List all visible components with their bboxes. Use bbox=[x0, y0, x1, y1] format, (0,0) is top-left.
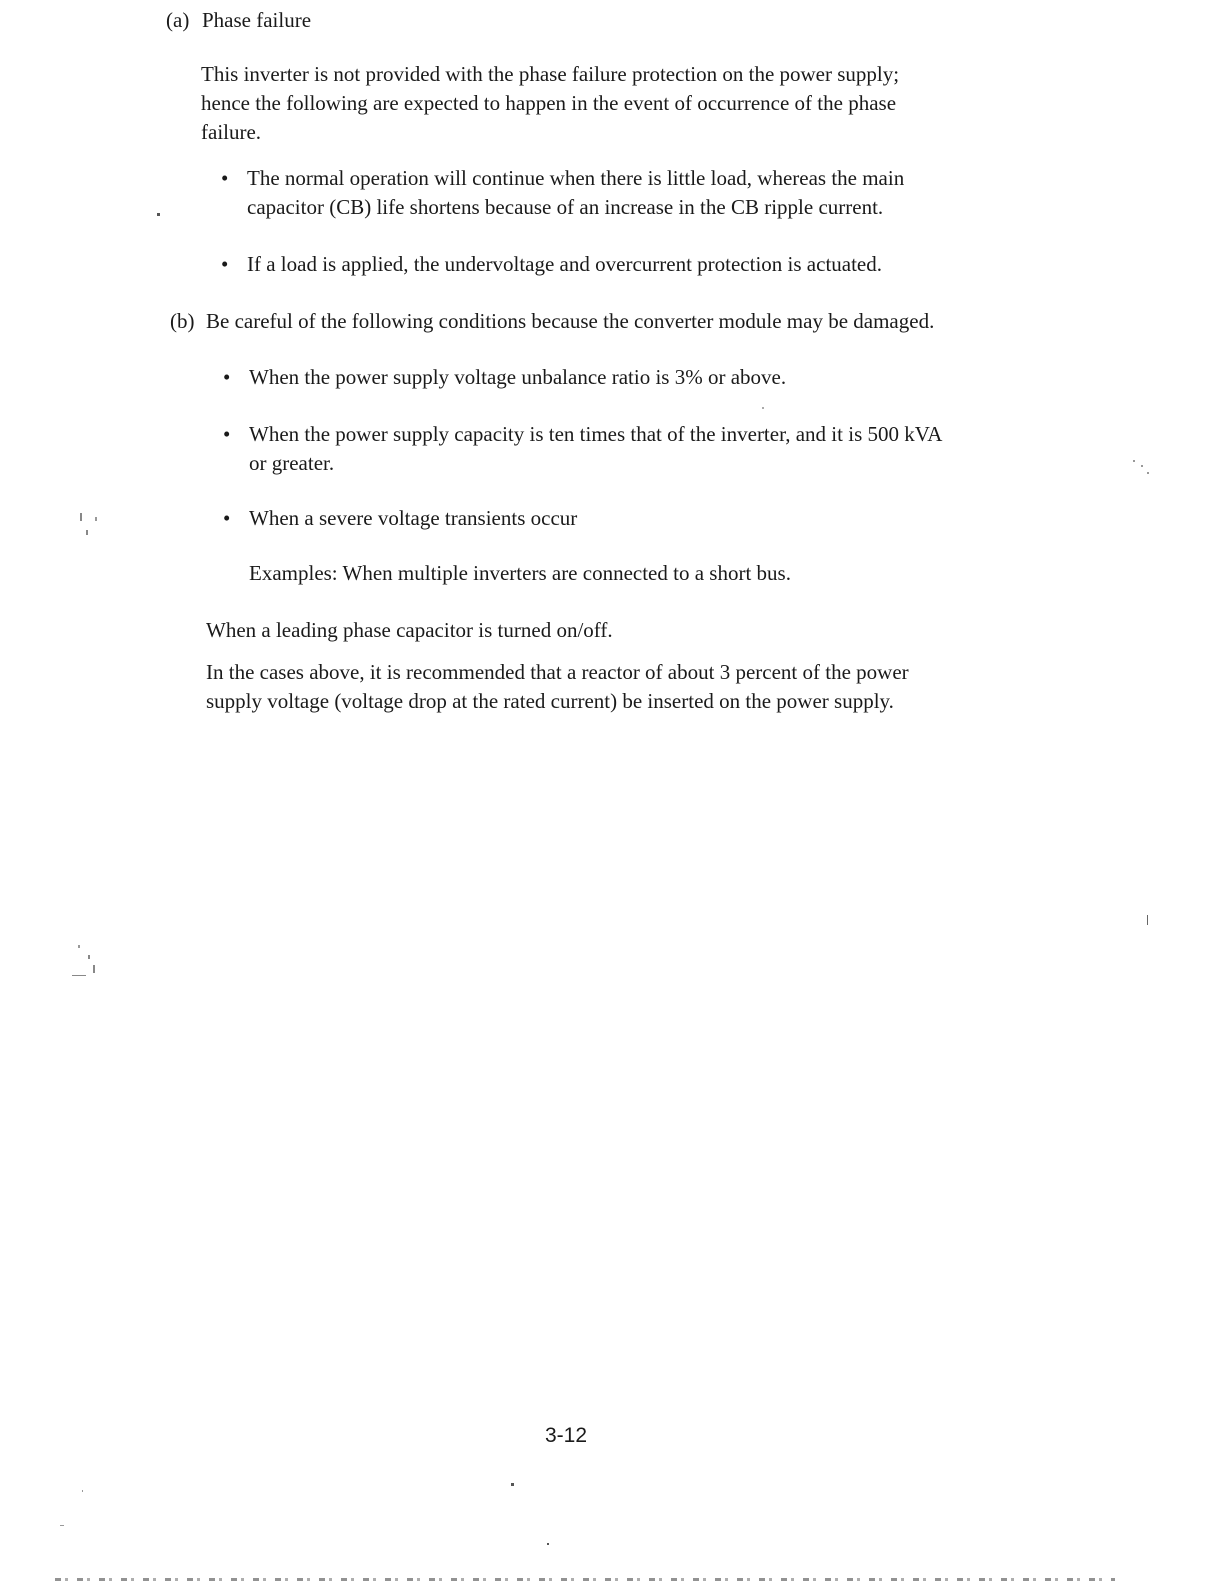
bullet-line: When a severe voltage transients occur bbox=[249, 506, 578, 530]
scan-speck bbox=[88, 955, 90, 959]
scan-speck bbox=[93, 965, 95, 973]
scan-speck bbox=[80, 513, 82, 521]
recommendation-paragraph bbox=[206, 658, 909, 716]
section-a-label: (a) bbox=[166, 8, 190, 32]
scan-speck bbox=[78, 945, 80, 948]
recommendation-line: In the cases above, it is recommended that a reactor of about 3 percent of the power bbox=[206, 660, 909, 684]
scan-speck bbox=[1133, 460, 1135, 462]
examples-text: Examples: When multiple inverters are connected to a short bus. bbox=[249, 561, 791, 585]
bullet-icon: • bbox=[223, 506, 231, 530]
section-b-bullet bbox=[223, 504, 578, 533]
bullet-line: When the power supply voltage unbalance ratio is 3% or above. bbox=[249, 365, 787, 389]
bullet-icon: • bbox=[221, 166, 229, 190]
section-a-bullet bbox=[221, 164, 905, 222]
section-b-bullet bbox=[223, 420, 943, 478]
scan-speck bbox=[511, 1483, 514, 1486]
section-a-bullet bbox=[221, 250, 883, 279]
scan-speck bbox=[86, 530, 88, 535]
bullet-line: If a load is applied, the undervoltage and overcurrent protection is actuated. bbox=[247, 252, 883, 276]
page-number: 3-12 bbox=[545, 1424, 588, 1447]
section-a-intro-line: hence the following are expected to happen in the event of occurrence of the phase bbox=[201, 91, 897, 115]
scan-speck bbox=[1147, 472, 1149, 474]
bullet-line: When the power supply capacity is ten times that of the inverter, and it is 500 kVA bbox=[249, 422, 943, 446]
scan-speck bbox=[60, 1525, 64, 1526]
scan-speck bbox=[157, 213, 160, 216]
section-a-intro bbox=[201, 60, 899, 147]
section-a-title: Phase failure bbox=[202, 8, 312, 32]
scan-speck bbox=[82, 1490, 83, 1492]
section-b-bullet bbox=[223, 363, 787, 392]
leading-phase-text: When a leading phase capacitor is turned on/off. bbox=[206, 618, 613, 642]
bullet-icon: • bbox=[221, 252, 229, 276]
bullet-icon: • bbox=[223, 422, 231, 446]
section-b-title: Be careful of the following conditions because the converter module may be damaged. bbox=[206, 309, 935, 333]
scan-speck bbox=[547, 1543, 549, 1545]
section-a-intro-line: failure. bbox=[201, 120, 262, 144]
bullet-line: capacitor (CB) life shortens because of an increase in the CB ripple current. bbox=[247, 195, 884, 219]
section-b-heading bbox=[170, 307, 934, 336]
scan-speck bbox=[72, 975, 86, 976]
scan-edge-strip bbox=[55, 1578, 1115, 1581]
scan-speck bbox=[95, 517, 97, 521]
scan-speck bbox=[1141, 465, 1143, 467]
section-a-intro-line: This inverter is not provided with the phase failure protection on the power supply; bbox=[201, 62, 900, 86]
section-a-heading bbox=[166, 6, 311, 35]
bullet-line: The normal operation will continue when there is little load, whereas the main bbox=[247, 166, 905, 190]
section-b-label: (b) bbox=[170, 309, 195, 333]
bullet-line: or greater. bbox=[249, 451, 335, 475]
scan-speck bbox=[762, 407, 764, 409]
scan-speck bbox=[1147, 915, 1148, 925]
recommendation-line: supply voltage (voltage drop at the rated current) be inserted on the power supply. bbox=[206, 689, 894, 713]
bullet-icon: • bbox=[223, 365, 231, 389]
